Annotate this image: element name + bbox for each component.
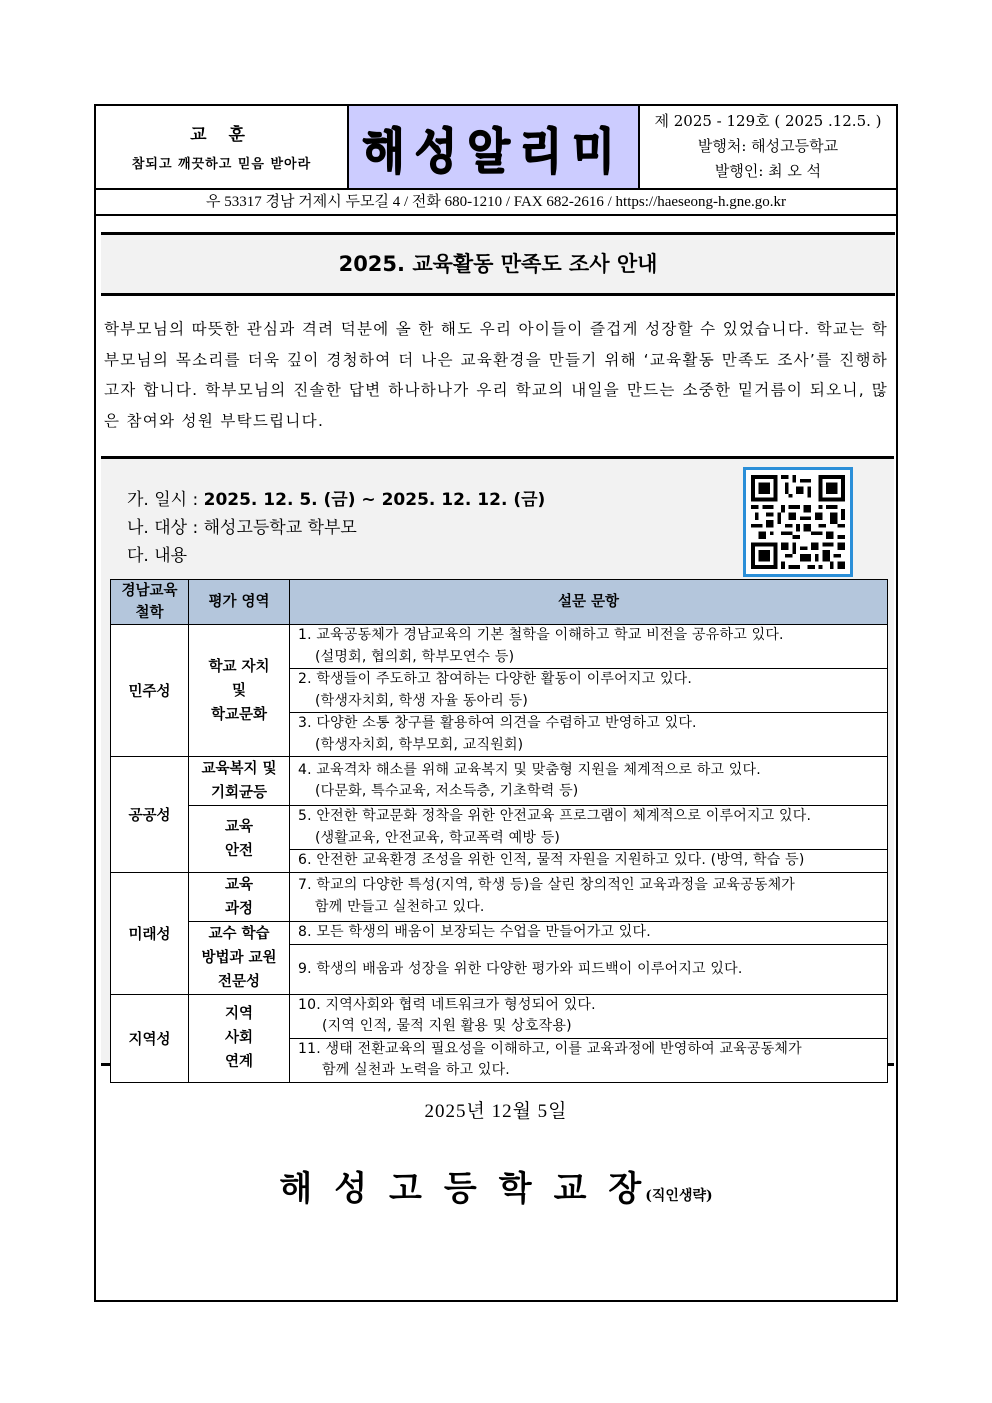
newsletter-title-box [349,106,640,188]
area-cell: 교육 과정 [189,872,290,921]
area-cell: 교수 학습 방법과 교원 전문성 [189,921,290,994]
table-header-row [111,580,888,625]
question-cell: 2. 학생들이 주도하고 참여하는 다양한 활동이 이루어지고 있다. (학생자치회, 학생 자율 동아리 등) [290,669,888,713]
period-value: 2025. 12. 5. (금) ~ 2025. 12. 12. (금) [203,490,546,510]
area-cell: 지역 사회 연계 [189,994,290,1082]
survey-target [127,517,357,539]
seal-omitted-note: (직인생략) [645,1188,713,1204]
survey-content-label: 다. 내용 [127,546,188,566]
category-cell: 공공성 [111,757,189,873]
area-cell: 교육 안전 [189,806,290,873]
question-cell: 10. 지역사회와 협력 네트워크가 형성되어 있다. (지역 인적, 물적 지원 활용 및 상호작용) [290,994,888,1038]
target-value: 해성고등학교 학부모 [203,518,357,538]
target-label: 나. 대상 : [127,518,204,538]
survey-period [127,489,545,511]
question-cell: 9. 학생의 배움과 성장을 위한 다양한 평가와 피드백이 이루어지고 있다. [290,945,888,994]
survey-items-table [110,579,888,1083]
school-motto-box [96,106,349,188]
table-row [111,872,888,921]
period-label: 가. 일시 : [127,490,204,510]
question-cell: 1. 교육공동체가 경남교육의 기본 철학을 이해하고 학교 비전을 공유하고 있다. (설명회, 협의회, 학부모연수 등) [290,625,888,669]
survey-info-section [101,456,894,1078]
intro-paragraph: 학부모님의 따뜻한 관심과 격려 덕분에 올 한 해도 우리 아이들이 즐겁게 성장할 수 있었습니다. 학교는 학부모님의 목소리를 더욱 깊이 경청하여 더 나은 교육환경을 만들기 위해 ‘교육활동 만족도 조사’를 진행하고자 합니다. 학부모님의 진솔한 답변 하나하나가 우리 학교의 내일을 만드는 소중한 밑거름이 되오니, 많은 참여와 성원 부탁드립니다. [104,320,888,430]
issue-info-box [640,106,896,188]
question-cell: 4. 교육격차 해소를 위해 교육복지 및 맞춤형 지원을 체계적으로 하고 있다. (다문화, 특수교육, 저소득층, 기초학력 등) [290,757,888,806]
table-row [111,921,888,945]
question-cell: 3. 다양한 소통 창구를 활용하여 의견을 수렴하고 반영하고 있다. (학생자치회, 학부모회, 교직원회) [290,713,888,757]
question-cell: 11. 생태 전환교육의 필요성을 이해하고, 이를 교육과정에 반영하여 교육공동체가 함께 실천과 노력을 하고 있다. [290,1038,888,1082]
newsletter-name: 해성알리미 [362,123,625,180]
table-row [111,757,888,806]
header-philosophy: 경남교육 철학 [111,580,189,625]
address-bar: 우 53317 경남 거제시 두모길 4 / 전화 680-1210 / FAX 682-2616 / https://haeseong-h.gne.go.kr [96,188,896,216]
question-cell: 6. 안전한 교육환경 조성을 위한 인적, 물적 자원을 지원하고 있다. (방역, 학습 등) [290,850,888,873]
question-cell: 7. 학교의 다양한 특성(지역, 학생 등)을 살린 창의적인 교육과정을 교육공동체가 함께 만들고 실천하고 있다. [290,872,888,921]
category-cell: 민주성 [111,625,189,757]
newsletter-page [94,104,898,1302]
qr-code-graphic [751,475,845,569]
area-cell: 교육복지 및 기회균등 [189,757,290,806]
publisher: 발행처: 해성고등학교 [697,137,839,155]
header-eval-area: 평가 영역 [189,580,290,625]
motto-text: 참되고 깨끗하고 믿음 받아라 [131,157,312,172]
principal-signature [96,1161,896,1210]
document-title: 2025. 교육활동 만족도 조사 안내 [101,232,895,296]
table-row [111,625,888,669]
question-cell: 5. 안전한 학교문화 정착을 위한 안전교육 프로그램이 체계적으로 이루어지고 있다. (생활교육, 안전교육, 학교폭력 예방 등) [290,806,888,850]
category-cell: 미래성 [111,872,189,994]
table-row [111,994,888,1038]
area-cell: 학교 자치 및 학교문화 [189,625,290,757]
issue-number: 제 2025 - 129호 ( 2025 .12.5. ) [654,112,882,130]
category-cell: 지역성 [111,994,189,1082]
question-cell: 8. 모든 학생의 배움이 보장되는 수업을 만들어가고 있다. [290,921,888,945]
issuer: 발행인: 최 오 석 [714,162,822,180]
principal-name: 해성고등학교장 [279,1169,664,1209]
header-survey-questions: 설문 문항 [290,580,888,625]
motto-title: 교 훈 [190,125,253,145]
issue-date: 2025년 12월 5일 [424,1101,568,1122]
qr-code-icon[interactable] [743,467,853,577]
table-row [111,806,888,850]
